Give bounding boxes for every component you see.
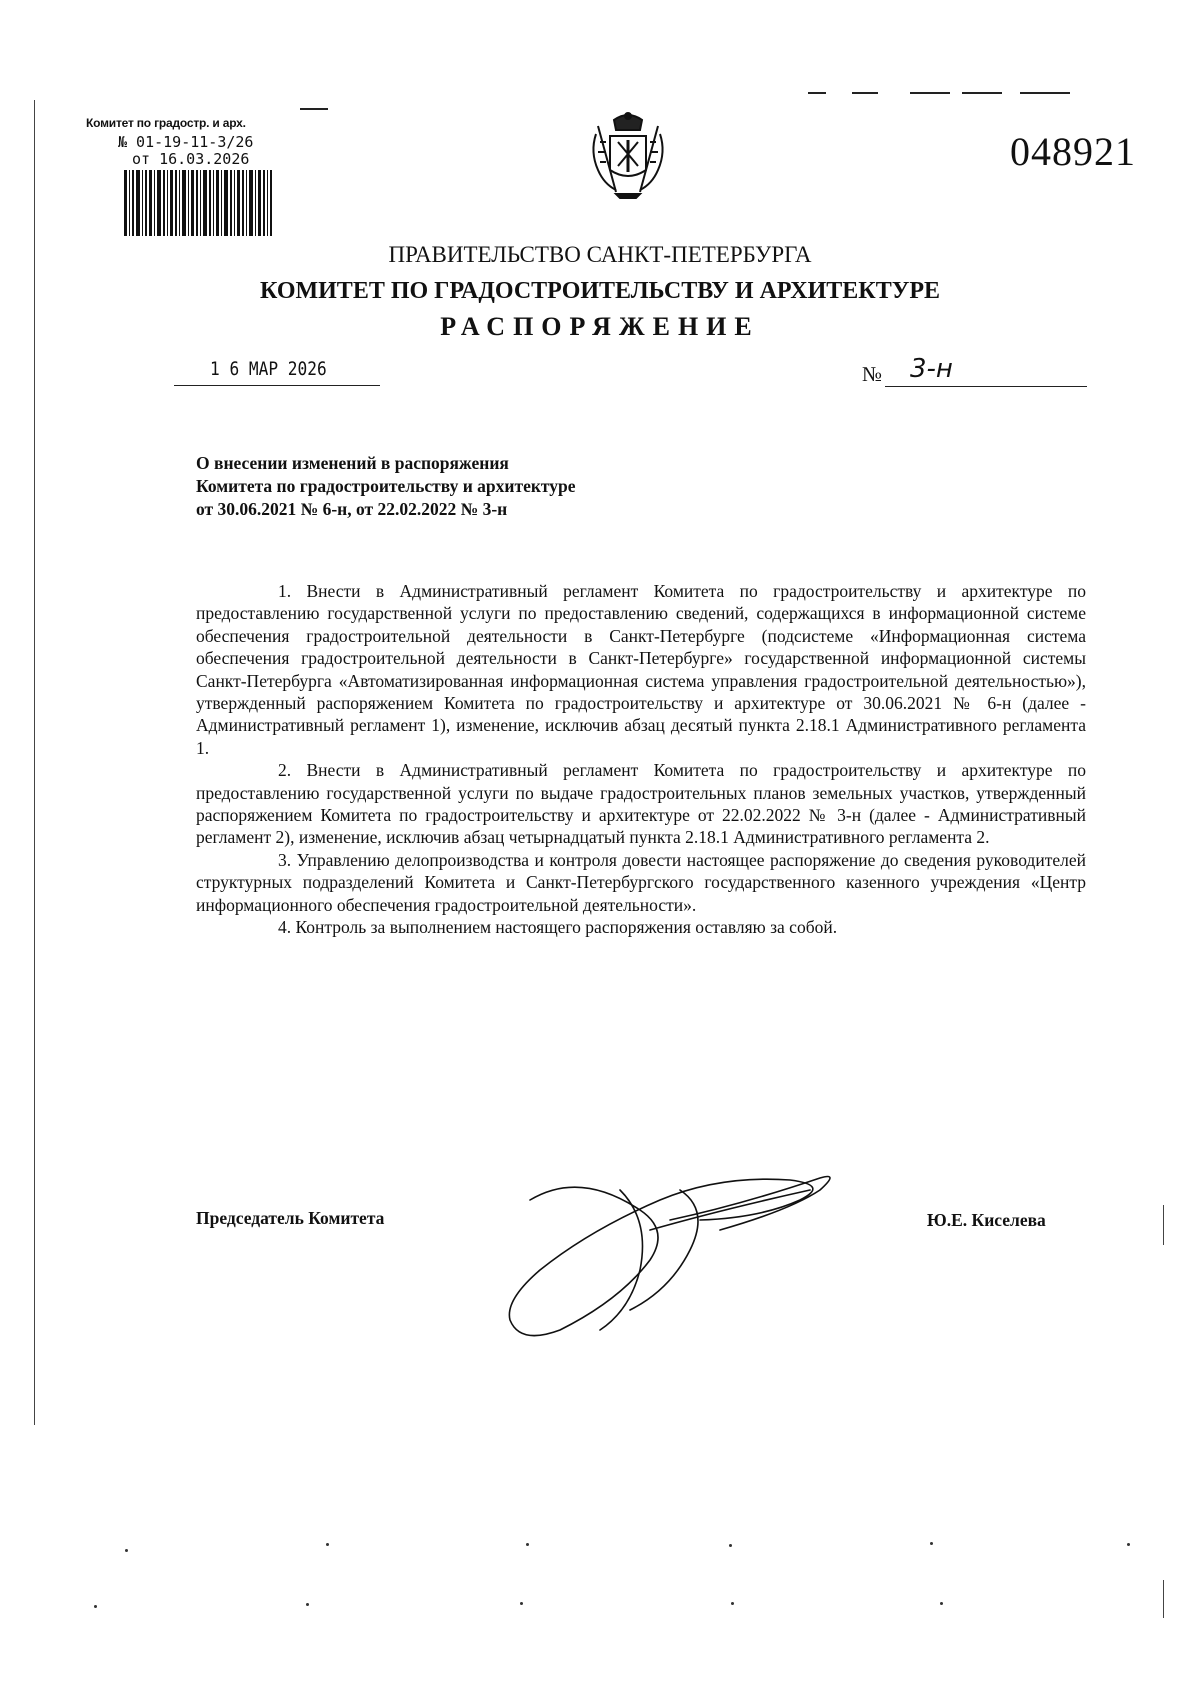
scan-dash — [1020, 92, 1070, 94]
government-title: ПРАВИТЕЛЬСТВО САНКТ-ПЕТЕРБУРГА — [388, 242, 812, 267]
scan-dot — [731, 1602, 734, 1605]
stamp-date: от 16.03.2026 — [132, 150, 250, 168]
subject-line: О внесении изменений в распоряжения — [196, 453, 509, 473]
document-number-label: № — [862, 362, 883, 386]
paragraph-1: 1. Внести в Административный регламент Комитета по градостроительству и архитектуре по предоставлению государственной услуги по предоставлению сведений, содержащихся в информационной системе обеспечения градостроительной деятельности в Санкт-Петербурге (подсистеме «Информационная система обеспечения градостроительной деятельности в Санкт-Петербурге» государственной информационной системы Санкт-Петербурга «Автоматизированная информационная система управления градостроительной деятельностью»), утвержденный распоряжением Комитета по градостроительству и архитектуре от 30.06.2021 № 6-н (далее - Административный регламент 1), изменение, исключив абзац десятый пункта 2.18.1 Административного регламента 1. — [196, 581, 1086, 758]
number-underline — [885, 386, 1087, 387]
committee-title: КОМИТЕТ ПО ГРАДОСТРОИТЕЛЬСТВУ И АРХИТЕКТУРЕ — [260, 278, 940, 304]
date-underline — [174, 385, 380, 386]
scan-dot — [306, 1603, 309, 1606]
barcode — [124, 170, 272, 236]
signatory-title: Председатель Комитета — [196, 1208, 385, 1228]
document-body — [196, 580, 1086, 939]
scan-dot — [520, 1602, 523, 1605]
scan-dash — [808, 92, 826, 94]
scan-margin-line — [34, 100, 35, 1425]
scan-dot — [125, 1549, 128, 1552]
scan-dot — [526, 1543, 529, 1546]
document-number: 3-н — [910, 354, 953, 384]
scan-dash — [962, 92, 1002, 94]
subject-line: Комитета по градостроительству и архитектуре — [196, 476, 576, 496]
registration-number: 048921 — [1010, 129, 1136, 174]
coat-of-arms-emblem — [586, 112, 670, 200]
scan-dot — [94, 1605, 97, 1608]
scan-dot — [1127, 1543, 1130, 1546]
scan-dot — [326, 1543, 329, 1546]
document-subject — [196, 452, 796, 521]
document-date: 1 6 МАР 2026 — [210, 358, 327, 380]
scan-dot — [729, 1544, 732, 1547]
scan-margin-line — [1163, 1205, 1164, 1245]
paragraph-4: 4. Контроль за выполнением настоящего распоряжения оставляю за собой. — [278, 917, 838, 938]
paragraph-3: 3. Управлению делопроизводства и контроля довести настоящее распоряжение до сведения руководителей структурных подразделений Комитета и Санкт-Петербургского государственного казенного учреждения «Центр информационного обеспечения градостроительной деятельности». — [196, 849, 1086, 915]
scan-margin-line — [1163, 1580, 1164, 1618]
document-type: РАСПОРЯЖЕНИЕ — [440, 312, 760, 341]
stamp-organization: Комитет по градостр. и арх. — [86, 116, 246, 130]
paragraph-2: 2. Внести в Административный регламент Комитета по градостроительству и архитектуре по предоставлению государственной услуги по выдаче градостроительных планов земельных участков, утвержденный распоряжением Комитета по градостроительству и архитектуре от 22.02.2022 № 3-н (далее - Административный регламент 2), изменение, исключив абзац четырнадцатый пункта 2.18.1 Административного регламента 2. — [196, 760, 1086, 848]
scan-dot — [930, 1542, 933, 1545]
subject-line: от 30.06.2021 № 6-н, от 22.02.2022 № 3-н — [196, 499, 508, 519]
signatory-name: Ю.Е. Киселева — [927, 1210, 1046, 1230]
scan-dash — [852, 92, 878, 94]
handwritten-signature — [500, 1160, 850, 1345]
scan-dash — [910, 92, 950, 94]
stamp-number: № 01-19-11-3/26 — [118, 133, 254, 151]
scan-dash — [300, 108, 328, 110]
scan-dot — [940, 1602, 943, 1605]
